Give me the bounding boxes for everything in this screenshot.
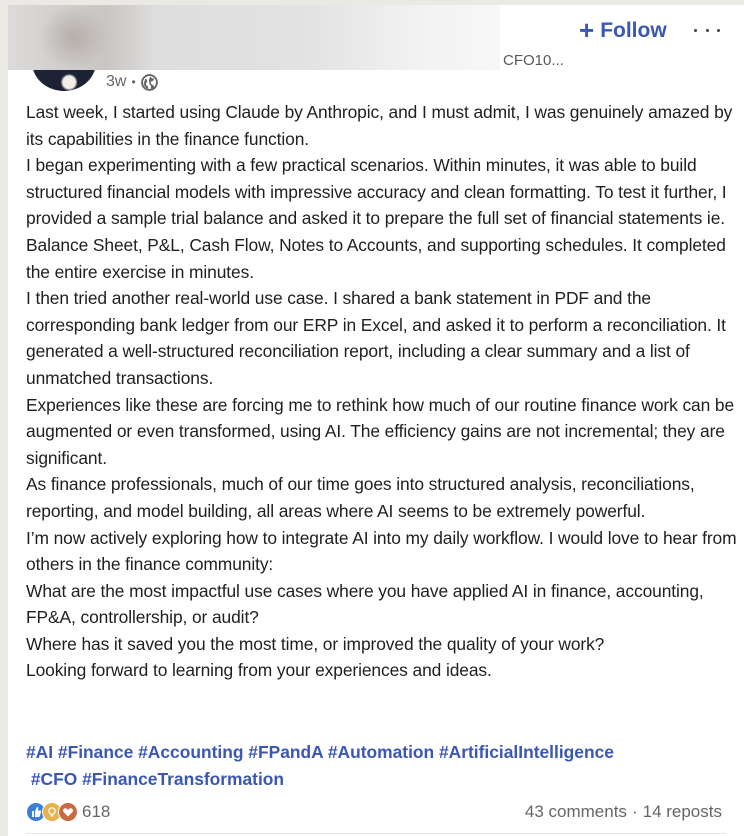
engagement-counts bbox=[525, 802, 722, 822]
meta-separator: • bbox=[131, 75, 136, 89]
post-body bbox=[26, 99, 738, 684]
hashtag-artificialintelligence[interactable]: #ArtificialIntelligence bbox=[439, 742, 614, 762]
post-paragraph: As finance professionals, much of our time goes into structured analysis, reconciliations, reporting, and model building, all areas where AI seems to be extremely powerful. bbox=[26, 474, 695, 521]
post-paragraph: Experiences like these are forcing me to rethink how much of our routine finance work can be augmented or even transformed, using AI. The efficiency gains are not incremental; they are significant. bbox=[26, 394, 735, 468]
post-time: 3w bbox=[106, 73, 127, 90]
counts-separator: · bbox=[631, 802, 638, 821]
post-paragraph: Where has it saved you the most time, or improved the quality of your work? bbox=[26, 633, 605, 654]
reaction-count: 618 bbox=[82, 802, 111, 821]
more-options-button[interactable] bbox=[694, 23, 720, 37]
post-paragraph: I began experimenting with a few practical scenarios. Within minutes, it was able to build structured financial models with impressive accuracy and clean formatting. To test it further, I provided a sample trial balance and asked it to prepare the full set of financial statements ie. Balance Sheet, P&L, Cash Flow, Notes to Accounts, and supporting schedules. It completed the entire exercise in minutes. bbox=[26, 155, 727, 282]
follow-button[interactable] bbox=[579, 15, 667, 45]
ellipsis-dot bbox=[706, 29, 709, 32]
hashtag-cfo[interactable]: #CFO bbox=[30, 768, 78, 789]
hashtag-accounting[interactable]: #Accounting bbox=[138, 742, 244, 762]
reposts-link[interactable]: 14 reposts bbox=[642, 802, 722, 821]
post-paragraph: What are the most impactful use cases where you have applied AI in finance, accounting, FP&A, controllership, or audit? bbox=[26, 580, 704, 628]
hashtag-fpanda[interactable]: #FPandA bbox=[248, 742, 324, 762]
post-paragraph: I’m now actively exploring how to integrate AI into my daily workflow. I would love to hear from others in the finance community: bbox=[26, 527, 737, 575]
hashtags bbox=[26, 739, 738, 792]
hashtag-finance[interactable]: #Finance bbox=[57, 742, 134, 762]
post-paragraph: Looking forward to learning from your experiences and ideas. bbox=[26, 660, 492, 681]
reactions-summary[interactable] bbox=[26, 802, 110, 822]
ellipsis-dot bbox=[717, 29, 720, 32]
globe-icon bbox=[141, 74, 158, 91]
plus-icon: + bbox=[579, 15, 595, 45]
redacted-author-name bbox=[8, 5, 500, 70]
hashtag-automation[interactable]: #Automation bbox=[327, 742, 435, 762]
post-paragraph: I then tried another real-world use case. I shared a bank statement in PDF and the corresponding bank ledger from our ERP in Excel, and asked it to perform a reconciliation. It generated a well-structured reconciliation report, including a clear summary and a list of unmatched transactions. bbox=[26, 288, 726, 388]
hashtag-ai[interactable]: #AI bbox=[26, 742, 54, 762]
comments-link[interactable]: 43 comments bbox=[524, 802, 627, 821]
hashtag-financetransformation[interactable]: #FinanceTransformation bbox=[82, 768, 285, 789]
post-paragraph: Last week, I started using Claude by Anthropic, and I must admit, I was genuinely amazed by its capabilities in the finance function. bbox=[26, 102, 733, 149]
author-subtitle: CFO10... bbox=[503, 52, 564, 69]
divider bbox=[26, 833, 726, 834]
love-icon bbox=[58, 802, 78, 822]
post-meta bbox=[106, 71, 158, 93]
follow-label: Follow bbox=[600, 19, 667, 42]
post-card bbox=[8, 5, 744, 836]
ellipsis-icon bbox=[694, 29, 697, 32]
